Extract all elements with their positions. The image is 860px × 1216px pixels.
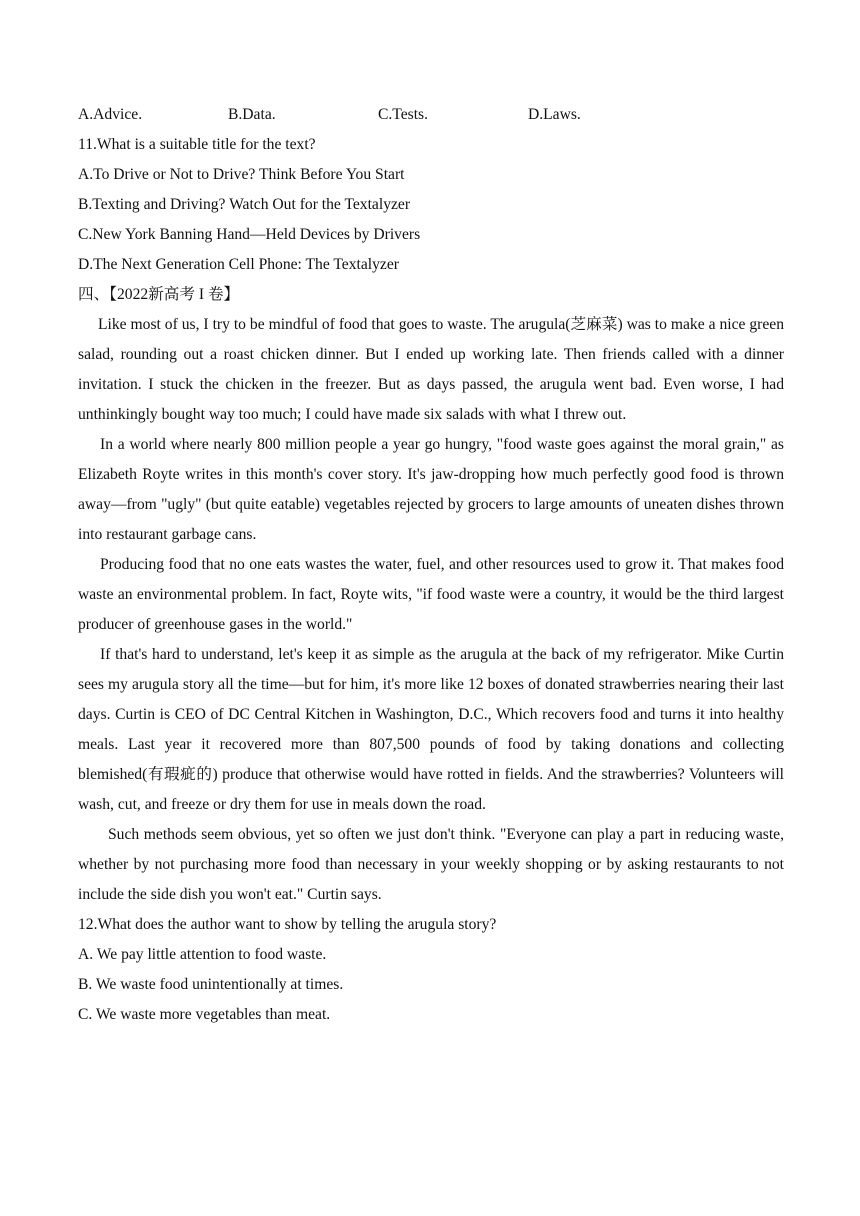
passage-paragraph-2: In a world where nearly 800 million people a year go hungry, "food waste goes against the moral grain," as Elizabeth Royte writes in this month's cover story. It's jaw-dropping how much perfectly good food is thrown away—from "ugly" (but quite eatable) vegetables rejected by grocers to large amounts of uneaten dishes thrown into restaurant garbage cans. [78, 436, 784, 543]
document-page [78, 100, 784, 1030]
q10-option-a: A.Advice. [78, 106, 143, 123]
q11-option-c: C.New York Banning Hand—Held Devices by Drivers [78, 226, 421, 243]
q10-option-d: D.Laws. [528, 106, 581, 123]
q11-option-a: A.To Drive or Not to Drive? Think Before You Start [78, 166, 405, 183]
q10-option-b: B.Data. [228, 106, 276, 123]
passage-paragraph-1: Like most of us, I try to be mindful of food that goes to waste. The arugula(芝麻菜) was to make a nice green salad, rounding out a roast chicken dinner. But I ended up working late. Then friends called with a dinner invitation. I stuck the chicken in the freezer. But as days passed, the arugula went bad. Even worse, I had unthinkingly bought way too much; I could have made six salads with what I threw out. [78, 316, 784, 423]
q12-option-a: A. We pay little attention to food waste. [78, 946, 327, 963]
passage-paragraph-4: If that's hard to understand, let's keep it as simple as the arugula at the back of my refrigerator. Mike Curtin sees my arugula story all the time—but for him, it's more like 12 boxes of donated strawberries nearing their last days. Curtin is CEO of DC Central Kitchen in Washington, D.C., Which recovers food and turns it into healthy meals. Last year it recovered more than 807,500 pounds of food by taking donations and collecting blemished(有瑕疵的) produce that otherwise would have rotted in fields. And the strawberries? Volunteers will wash, cut, and freeze or dry them for use in meals down the road. [78, 646, 784, 813]
passage-paragraph-5: Such methods seem obvious, yet so often we just don't think. "Everyone can play a part in reducing waste, whether by not purchasing more food than necessary in your weekly shopping or by asking restaurants to not include the side dish you won't eat." Curtin says. [78, 826, 784, 903]
passage-paragraph-3: Producing food that no one eats wastes the water, fuel, and other resources used to grow it. That makes food waste an environmental problem. In fact, Royte wits, "if food waste were a country, it would be the third largest producer of greenhouse gases in the world." [78, 556, 784, 633]
q11-option-b: B.Texting and Driving? Watch Out for the Textalyzer [78, 196, 411, 213]
q11-option-d: D.The Next Generation Cell Phone: The Textalyzer [78, 256, 399, 273]
q10-options [78, 100, 784, 130]
q10-option-c: C.Tests. [378, 106, 429, 123]
q12-question: 12.What does the author want to show by telling the arugula story? [78, 916, 497, 933]
q11-question: 11.What is a suitable title for the text? [78, 136, 316, 153]
q12-option-b: B. We waste food unintentionally at times. [78, 976, 344, 993]
section-heading: 四、【2022新高考 I 卷】 [78, 286, 240, 303]
q12-option-c: C. We waste more vegetables than meat. [78, 1006, 331, 1023]
